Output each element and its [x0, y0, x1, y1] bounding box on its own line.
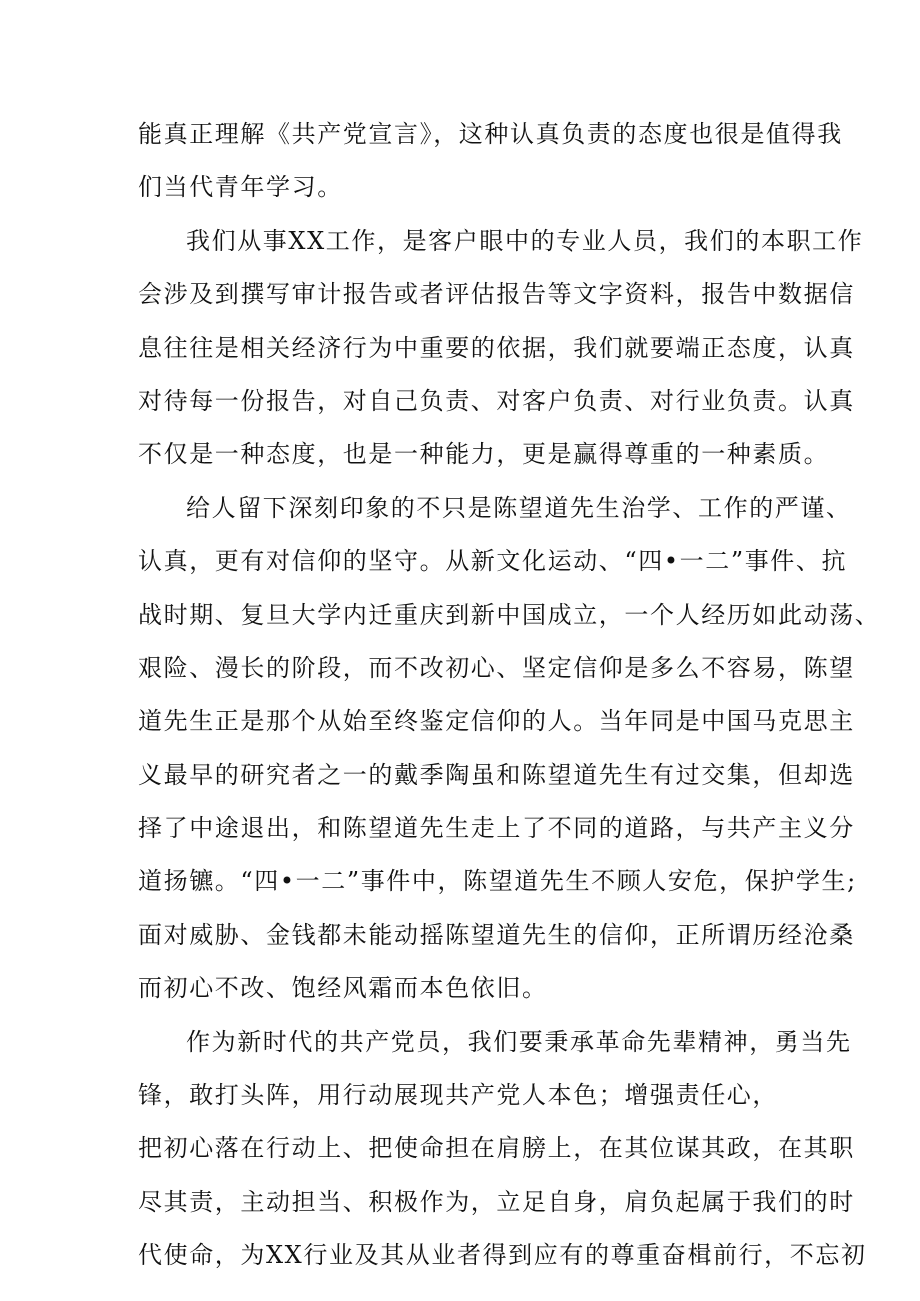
text-line: 把初心落在行动上、把使命担在肩膀上，在其位谋其政，在其职 — [138, 1134, 855, 1163]
paragraph-first-line: 作为新时代的共产党员，我们要秉承革命先辈精神，勇当先 — [186, 1027, 852, 1056]
paragraph-first-line: 我们从事XX工作，是客户眼中的专业人员，我们的本职工作 — [186, 226, 864, 255]
paragraph-first-line: 给人留下深刻印象的不只是陈望道先生治学、工作的严谨、 — [186, 493, 852, 522]
text-line: 尽其责，主动担当、积极作为，立足自身，肩负起属于我们的时 — [138, 1187, 855, 1216]
text-line: 能真正理解《共产党宣言》，这种认真负责的态度也很是值得我 — [138, 120, 843, 148]
text-line: 锋，敢打头阵，用行动展现共产党人本色；增强责任心， — [138, 1081, 778, 1110]
text-line: 择了中途退出，和陈望道先生走上了不同的道路，与共产主义分 — [138, 814, 855, 843]
text-line: 会涉及到撰写审计报告或者评估报告等文字资料，报告中数据信 — [138, 280, 855, 309]
text-line: 代使命，为XX行业及其从业者得到应有的尊重奋楫前行，不忘初 — [138, 1241, 867, 1270]
text-line: 义最早的研究者之一的戴季陶虽和陈望道先生有过交集，但却选 — [138, 760, 855, 789]
text-line: 对待每一份报告，对自己负责、对客户负责、对行业负责。认真 — [138, 386, 855, 415]
text-line: 艰险、漫长的阶段，而不改初心、坚定信仰是多么不容易，陈望 — [138, 653, 855, 682]
text-line: 们当代青年学习。 — [138, 173, 343, 202]
text-line: 息往往是相关经济行为中重要的依据，我们就要端正态度，认真 — [138, 333, 855, 362]
document-body — [138, 108, 881, 1283]
text-line: 认真，更有对信仰的坚守。从新文化运动、“四•一二”事件、抗 — [138, 547, 848, 576]
text-line: 面对威胁、金钱都未能动摇陈望道先生的信仰，正所谓历经沧桑 — [138, 920, 855, 949]
text-line: 不仅是一种态度，也是一种能力，更是赢得尊重的一种素质。 — [138, 440, 830, 469]
text-line: 战时期、复旦大学内迁重庆到新中国成立，一个人经历如此动荡、 — [138, 600, 881, 629]
text-line: 道扬镳。“四•一二”事件中，陈望道先生不顾人安危，保护学生; — [138, 867, 857, 896]
text-line: 道先生正是那个从始至终鉴定信仰的人。当年同是中国马克思主 — [138, 707, 855, 736]
text-line: 而初心不改、饱经风霜而本色依旧。 — [138, 974, 548, 1003]
